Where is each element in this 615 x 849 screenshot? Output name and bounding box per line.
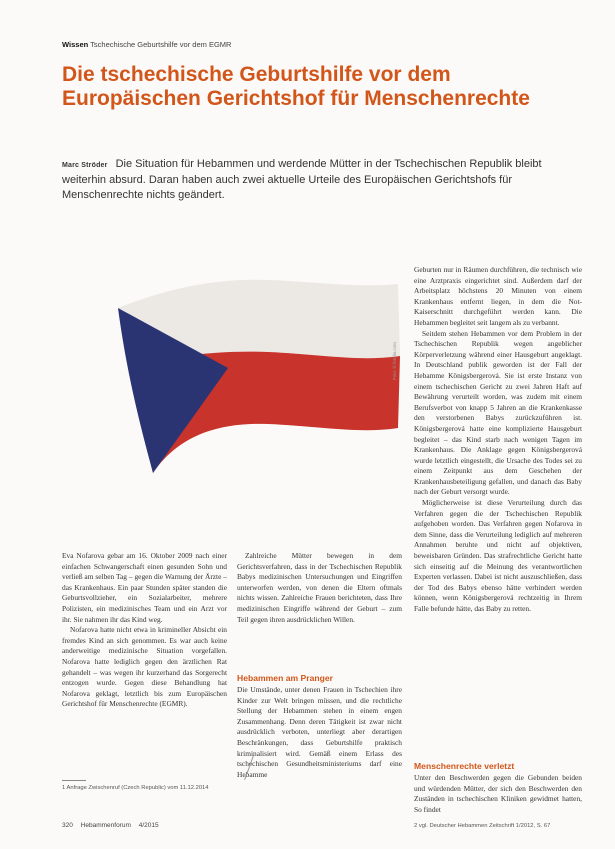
column-2: [237, 551, 402, 625]
paragraph: Zahlreiche Mütter bewegen in dem Gerichtsverfahren, dass in der Tschechischen Republik Babys medizinischen Untersuchungen und Eingriffen unterworfen werden, von denen die Eltern oftmals nichts wissen. Zahlreiche Frauen berichteten, dass Ihre medizinischen Eingriffe während der Geburt – zum Teil gegen ihren ausdrücklichen Willen.: [237, 551, 402, 624]
czech-flag-image: [108, 258, 408, 528]
journal-name: Hebammenforum: [80, 822, 131, 829]
author-name: Marc Ströder: [62, 162, 108, 169]
column-3-section: [414, 761, 582, 815]
paragraph: Seitdem stehen Hebammen vor dem Problem in der Tschechischen Republik wegen angeblicher Körperverletzung während einer Hausgeburt angeklagt. In Deutschland publik geworden ist der Fall der Hebamme Königsbergerová. Sie ist erste Instanz von einem tschechischen Gericht zu zwei Jahren Haft auf Bewährung verurteilt worden, was zudem mit einem Berufsverbot von knapp 5 Jahren an die Krankenkasse den verstorbenen Babys zurückzuführen ist. Königsbergerová hatte eine komplizierte Hausgeburt begleitet – das Kind starb nach wenigen Tagen im Krankenhaus. Die Anklage gegen Königsbergerová wurde letztlich eingestellt, die Ursache des Todes sei zu einem Zeitpunkt aus dem Geschehen der Krankenhausbeteiligung gefallen, und danach das Baby nach der Geburt versorgt wurde.: [414, 328, 582, 497]
subheading: Menschenrechte verletzt: [414, 761, 515, 771]
section-label: Wissen: [62, 40, 89, 49]
column-1: [62, 551, 227, 710]
lead-text: Die Situation für Hebammen und werdende Mütter in der Tschechischen Republik bleibt weiterhin absurd. Daran haben auch zwei aktuelle Urteile des Europäischen Gerichtshofs für Menschenrechte nichts geändert.: [62, 158, 542, 201]
lead-paragraph: [62, 157, 572, 203]
page-footer: [62, 822, 165, 829]
paragraph: Die Umstände, unter denen Frauen in Tschechien ihre Kinder zur Welt bringen müssen, und die rechtliche Stellung der Hebammen stehen in einem engen Zusammenhang. Denn deren Tätigkeit ist zwar nicht ausdrücklich verboten, unterliegt aber derartigen Beschränkungen, dass Geburtshilfe praktisch kriminalisiert wird. Gemäß einem Erlass des tschechischen Gesundheitsministeriums darf eine Hebamme: [237, 685, 402, 779]
paragraph: Eva Nofarova gebar am 16. Oktober 2009 nach einer einfachen Schwangerschaft einen gesunden Sohn und verließ am selben Tag – gegen die Warnung der Ärzte – das Krankenhaus. Ein paar Stunden später standen die Geburtsvollzieher, ein Sozialarbeiter, mehrere Polizisten, ein medizinisches Team und ein Arzt vor ihr. Sie nahmen ihr das Kind weg.: [62, 551, 227, 624]
paragraph: Nofarova hatte nicht etwa in krimineller Absicht ein fremdes Kind an sich genommen. Es war auch keine anderweitige medizinische Situation vorgefallen. Nofarova hatte lediglich gegen den ärztlichen Rat gehandelt – was wegen ihr kurzerhand das Sorgerecht entzogen wurde. Gegen diese Behandlung hat Nofarova geklagt, letztlich bis zum Europäischen Gerichtshof für Menschenrechte (EGMR).: [62, 625, 227, 709]
footnote-1: 1 Anfrage Zwischenruf (Czech Republic) vom 11.12.2014: [62, 785, 209, 791]
issue-number: 4/2015: [138, 822, 159, 829]
photo-credit: Foto: © fotolia.com: [392, 342, 397, 380]
page-number: 320: [62, 822, 73, 829]
footnote-2: 2 vgl. Deutscher Hebammen Zeitschrift 1/2012, S. 67: [414, 823, 551, 829]
paragraph: Unter den Beschwerden gegen die Gebunden beiden und würdenden Mütter, der sich den Beschwerden den Zuständen in tschechischen Kliniken gewidmet hatten, So findet: [414, 773, 582, 814]
topic-label: Tschechische Geburtshilfe vor dem EGMR: [90, 40, 232, 49]
footnote-rule: [62, 780, 86, 781]
subheading: Hebammen am Pranger: [237, 673, 333, 683]
paragraph: Möglicherweise ist diese Verurteilung durch das Verfahren gegen die der Tschechischen Republik aufgehoben worden. Das Verfahren gegen Nofarova in dem Sinne, dass die Verurteilung lediglich auf mehreren Annahmen beruhte und nicht auf objektiven, beweisbaren Gründen. Das strafrechtliche Gericht hatte sich einseitig auf die Meinung des verantwortlichen Experten verlassen. Dabei ist nicht auszuschließen, dass der Tod des Babys ebenso hätte verhindert werden können, wenn Königsbergerová rechtzeitig in Ihrem Falle befunde hätte, das Baby zu retten.: [414, 498, 582, 613]
kicker: [62, 40, 231, 49]
column-3: [414, 265, 582, 615]
paragraph: Geburten nur in Räumen durchführen, die technisch wie eine Arztpraxis eingerichtet sind. Außerdem darf der Arbeitsplatz höchstens 20 Minuten von einem Krankenhaus entfernt liegen, in dem die Not-Kaiserschnitt durchgeführt werden kann. Die Hebammen begleitet seit langem als zu verbannt.: [414, 265, 582, 327]
article-title: Die tschechische Geburtshilfe vor dem Europäischen Gerichtshof für Menschenrechte: [62, 63, 530, 110]
